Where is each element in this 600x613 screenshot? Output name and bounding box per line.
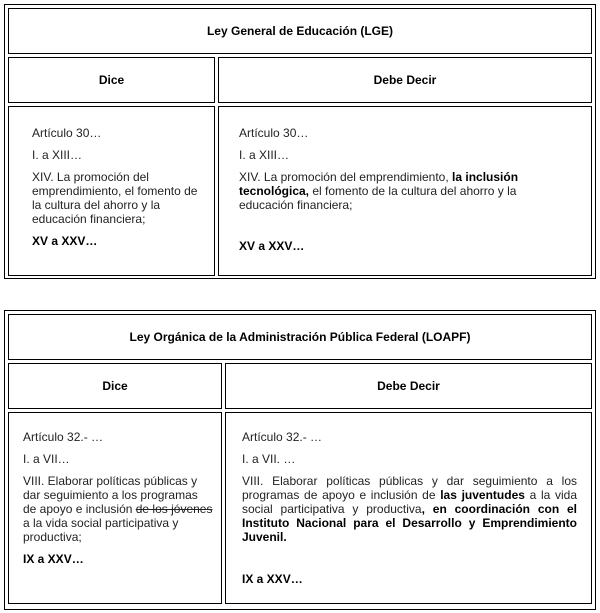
lge-col-debe-decir-label: Debe Decir	[373, 73, 437, 87]
lge-dice-range: I. a XIII…	[32, 148, 83, 162]
loapf-debe-range: I. a VII. …	[242, 452, 296, 466]
lge-debe-decir-cell	[218, 106, 592, 276]
lge-dice-cell	[8, 106, 215, 276]
lge-dice-article: Artículo 30…	[32, 126, 102, 140]
lge-title: Ley General de Educación (LGE)	[206, 24, 394, 38]
lge-debe-xiv: XIV. La promoción del emprendimiento, la inclusión tecnológica, el fomento de la cultura del ahorro y la educación financiera;	[239, 170, 519, 212]
lge-col-dice-label: Dice	[98, 73, 125, 87]
lge-col-dice	[8, 57, 215, 103]
lge-table	[4, 4, 596, 279]
lge-debe-range: I. a XIII…	[239, 148, 290, 162]
loapf-debe-article: Artículo 32.- …	[242, 430, 323, 444]
lge-col-debe-decir	[218, 57, 592, 103]
loapf-dice-article: Artículo 32.- …	[23, 430, 104, 444]
lge-title-cell	[8, 8, 592, 54]
loapf-title-cell	[8, 314, 592, 360]
lge-dice-tail: XV a XXV…	[32, 234, 98, 248]
loapf-col-debe-decir	[225, 363, 592, 409]
loapf-debe-decir-cell	[225, 412, 592, 604]
lge-debe-article: Artículo 30…	[239, 126, 309, 140]
loapf-col-debe-decir-label: Debe Decir	[377, 379, 440, 393]
loapf-title: Ley Orgánica de la Administración Pública Federal (LOAPF)	[129, 330, 471, 344]
loapf-dice-viii: VIII. Elaborar políticas públicas y dar seguimiento a los programas de apoyo e inclusión de los jóvenes a la vida social participativa y productiva;	[23, 474, 213, 544]
loapf-debe-tail: IX a XXV…	[242, 572, 303, 586]
loapf-dice-tail: IX a XXV…	[23, 552, 84, 566]
loapf-col-dice-label: Dice	[102, 379, 128, 393]
loapf-debe-viii: VIII. Elaborar políticas públicas y dar seguimiento a los programas de apoyo e inclusión de las juventudes a la vida social participativa y productiva, en coordinación con el Instituto Nacional para el Desarrollo y Emprendimiento Juvenil.	[242, 474, 578, 544]
lge-dice-xiv: XIV. La promoción del emprendimiento, el fomento de la cultura del ahorro y la educación financiera;	[32, 170, 198, 226]
lge-debe-tail: XV a XXV…	[239, 239, 305, 253]
loapf-dice-range: I. a VII…	[23, 452, 70, 466]
loapf-table	[4, 310, 596, 610]
loapf-col-dice	[8, 363, 222, 409]
loapf-dice-cell	[8, 412, 222, 604]
